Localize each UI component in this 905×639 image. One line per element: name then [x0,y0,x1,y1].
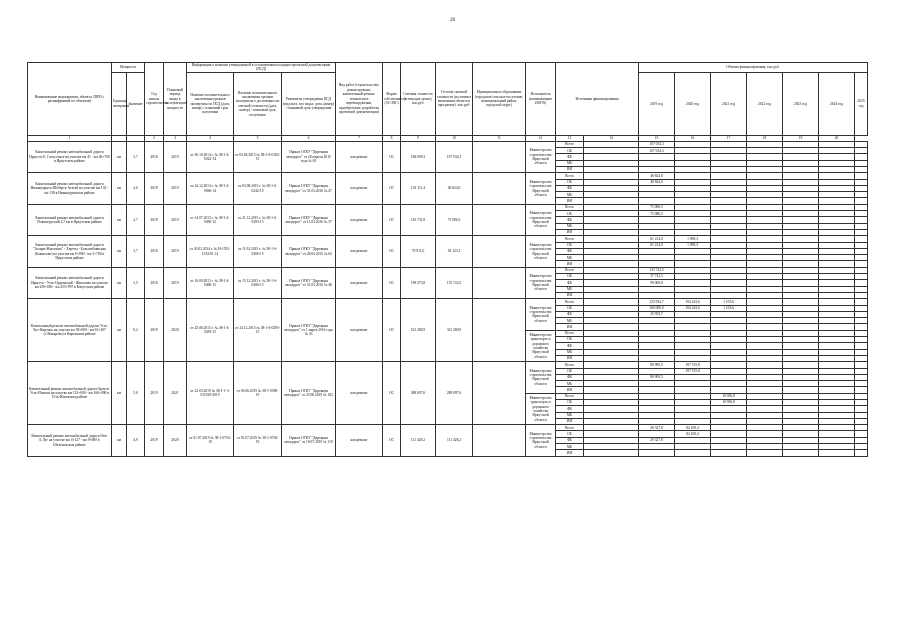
financing-source: ФБ [556,343,584,349]
financing-value: 1 909,3 [675,236,711,242]
object-est-cost: 145 731,8 [401,204,436,235]
object-reliability: от 03.08.2015 г. № 38-1-6-0242-15 [234,173,282,204]
page-number: 28 [450,18,455,23]
object-remaining: 63 123,3 [436,236,473,267]
object-executor: Министерство строительства Иркутской области [526,362,556,393]
object-municipality [473,204,526,235]
object-ownership: ОС [383,141,401,172]
object-work-type: кап.ремонт [336,141,383,172]
header-sources: Источники финансирования [556,63,639,136]
object-year-commission: 2019 [164,173,187,204]
financing-value: 1 103,6 [711,299,747,305]
object-remaining: 107 034,3 [436,141,473,172]
object-municipality [473,299,526,362]
financing-source: МБ [556,349,584,355]
header-year-2024: 2024 год [819,72,855,135]
object-executor: Министерство строительства Иркутской области [526,204,556,235]
object-year-commission: 2019 [164,267,187,298]
object-approval: Приказ ОГКУ "Дирекция автодорог" от 10.07.2019 № 110 [282,425,336,456]
column-number: 1 [28,135,112,141]
financing-source: Всего [556,362,584,368]
header-year-commission: Плановый период ввода в эксплуатацию/мощности [164,63,187,136]
object-approval: Приказ ОГКУ "Дирекция автодорог" от 28.04.2015 № 62 [282,236,336,267]
financing-source: ИИ [556,355,584,361]
financing-source: МБ [556,412,584,418]
column-number: 4 [187,135,234,141]
object-ownership: ОС [383,425,401,456]
object-approval: Приказ ОГКУ "Дирекция автодорог" от 11.03.2016 № 37 [282,204,336,235]
object-est-cost: 101 311,4 [401,173,436,204]
object-est-cost: 198 375,8 [401,267,436,298]
object-unit: км [112,236,127,267]
financing-source: Всего [556,299,584,305]
object-work-type: кап.ремонт [336,299,383,362]
financing-source: ИИ [556,229,584,235]
object-name: Капитальный ремонт автомобильной дороги "Залари-Жигалово" - Хареты - Большебаянская (Бажилово) на участке км 0+000 - км 3+700 в Иркутском районе [28,236,112,267]
financing-source: ФБ [556,154,584,160]
financing-source: ФБ [556,406,584,412]
financing-value [711,450,747,456]
object-year-start: 2018 [145,173,164,204]
object-remaining: 111 428,2 [436,425,473,456]
object-remaining: 75 086,5 [436,204,473,235]
header-municipality: Муниципальное образование (городское/сельское поселение, муниципальный район, городской округ) [473,63,526,136]
object-year-start: 2018 [145,267,164,298]
financing-source: ФБ [556,217,584,223]
object-value: 4,9 [127,425,145,456]
financing-value: 107 034,3 [639,148,675,154]
header-approval: Реквизиты утверждения ПСД (вид акта, кто издал, дата, номер) / плановый срок утверждения [282,72,336,135]
financing-value: 197 155,8 [675,362,711,368]
financing-source: ОБ [556,242,584,248]
header-work-type: Вид работ (строительство, реконструкция, капитальный ремонт, техническое перевооружение, приобретение, разработка проектной документации) [336,63,383,136]
financing-source: ИИ [556,261,584,267]
column-number: 11 [473,135,526,141]
object-value: 2,7 [127,204,145,235]
financing-value: 75 086,5 [639,204,675,210]
financing-value: 98 000,0 [639,280,675,286]
header-reliability: Наличие положительного заключения органов экспертизы о достоверности сметной стоимости (дата, номер) / плановый срок получения [234,72,282,135]
investment-program-table [27,62,868,457]
object-value: 6,2 [127,299,145,362]
object-est-cost: 288 097,6 [401,362,436,425]
financing-source: ИИ [556,387,584,393]
financing-value [855,450,868,456]
object-approval: Приказ ОГКУ "Дирекция автодорог" от 28 апреля 2015 года № 65 [282,141,336,172]
object-unit: км [112,362,127,425]
object-ownership: ОС [383,204,401,235]
object-name: Капитальный ремонт автомобильной дороги Иркутск-Б. Голоустное на участке км 41 - км 46+700 в Иркутском районе [28,141,112,172]
header-remaining: Остаток сметной стоимости (на момент включения объекта в программу), тыс.руб. [436,63,473,136]
object-executor: Министерство строительства Иркутской области [526,236,556,267]
financing-source: МБ [556,318,584,324]
object-unit: км [112,141,127,172]
object-municipality [473,141,526,172]
object-reliability: от 24.12.2015 № 38-1-6-0295-15 [234,299,282,362]
header-year-2022: 2022 год [747,72,783,135]
financing-value: 197 155,8 [675,368,711,374]
header-year-2025: 2025 год [855,72,868,135]
object-ownership: ОС [383,362,401,425]
object-name: Капитальный ремонт автомобильной дороги Новомеруский 2,7 км в Иркутском районе [28,204,112,235]
object-name: Капитальный ремонт автомобильной дороги Оёк-Б.Луг на участке км 4+127 - км 9+000 в Шелеховском районе [28,425,112,456]
object-ownership: ОС [383,267,401,298]
object-expertise: от 24.12.2014 г. № 38-1-4-0566-14 [187,173,234,204]
financing-value [675,450,711,456]
object-remaining: 321 280,9 [436,299,473,362]
object-work-type: кап.ремонт [336,173,383,204]
financing-source: ФБ [556,374,584,380]
financing-value: 29 327,8 [639,425,675,431]
object-expertise: от 30.10.2014 г. № 38-1-4-0322-14 [187,141,234,172]
object-remaining: 48 824,0 [436,173,473,204]
header-year-2020: 2020 год [675,72,711,135]
object-executor: Министерство строительства Иркутской области [526,425,556,456]
object-expertise: от 25.06.2015 г. № 38-1-4-0439-15 [187,299,234,362]
financing-source: ФБ [556,437,584,443]
financing-source: МБ [556,381,584,387]
object-unit: км [112,267,127,298]
financing-value [747,450,783,456]
column-number: 8 [383,135,401,141]
object-year-start: 2018 [145,141,164,172]
financing-value: 10 936,8 [711,393,747,399]
financing-value: 107 034,3 [639,141,675,147]
object-year-start: 2018 [145,204,164,235]
object-municipality [473,267,526,298]
financing-value: 80 995,5 [639,374,675,380]
financing-value: 100 000,0 [639,305,675,311]
object-approval: Приказ ОГКУ "Дирекция автодорог" от 31.03.2016 № 48 [282,267,336,298]
financing-source: ОБ [556,399,584,405]
table-header [28,63,868,142]
financing-source: ОБ [556,431,584,437]
object-reliability: от 21.12.2015 г. № 38-1-6-0293-15 [234,204,282,235]
column-number: 6 [282,135,336,141]
financing-source: ОБ [556,148,584,154]
financing-value: 37 722,5 [639,274,675,280]
financing-value: 82 100,4 [675,431,711,437]
column-number: 15 [639,135,675,141]
object-ownership: ОС [383,173,401,204]
object-approval: Приказ ОГКУ "Дирекция автодорог" от 1 марта 2016 года № 33 [282,299,336,362]
object-expertise: от 16.09.2015 г. № 38-1-4-0490-15 [187,267,234,298]
financing-source: Всего [556,330,584,336]
financing-source: Всего [556,393,584,399]
object-year-commission: 2020 [164,425,187,456]
object-expertise: от 01.07.2019 № 38-1-0704-19 [187,425,234,456]
object-municipality [473,425,526,456]
financing-source: МБ [556,444,584,450]
financing-value [639,450,675,456]
object-unit: км [112,299,127,362]
column-number: 2 [145,135,164,141]
financing-value: 1 909,3 [675,242,711,248]
financing-source: Всего [556,173,584,179]
financing-source: ОБ [556,274,584,280]
header-year-2019: 2019 год [639,72,675,135]
object-name: Капитальный ремонт автомобильной дороги Усть-Кут-Киренск на участке км 58+000 - км 63+407 (с.Макарово) в Киренском районе [28,299,112,362]
financing-value: 194 243,6 [675,305,711,311]
financing-value: 75 086,5 [639,211,675,217]
financing-value: 135 722,5 [639,267,675,273]
financing-source: ИИ [556,292,584,298]
financing-source: ИИ [556,167,584,173]
object-reliability: от 03.06.2019 № 38-1-0398-19 [234,362,282,425]
financing-source: МБ [556,255,584,261]
object-year-commission: 2020 [164,299,187,362]
table-body [28,141,868,456]
financing-source: ФБ [556,185,584,191]
financing-value: 10 936,8 [711,399,747,405]
financing-value: 125 933,7 [639,299,675,305]
object-year-start: 2019 [145,425,164,456]
financing-source: ИИ [556,324,584,330]
object-executor: Министерство транспорта и дорожного хозяйства Иркутской области [526,393,556,424]
financing-source: Всего [556,267,584,273]
object-municipality [473,362,526,425]
header-year-2023: 2023 год [783,72,819,135]
financing-source: Всего [556,141,584,147]
financing-source: ФБ [556,248,584,254]
financing-value: 61 214,0 [639,236,675,242]
object-est-cost: 168 699,3 [401,141,436,172]
financing-value: 48 824,0 [639,179,675,185]
object-remaining: 135 722,5 [436,267,473,298]
object-expertise: от 22.05.2019 № 38-1-1-3-011019-2019 [187,362,234,425]
object-year-commission: 2021 [164,362,187,425]
object-est-cost: 78 911,0 [401,236,436,267]
object-expertise: от 20.03.2014 г. № И-1552-1552/01.14 [187,236,234,267]
object-executor: Министерство транспорта и дорожного хозяйства Иркутской области [526,330,556,361]
column-number: 7 [336,135,383,141]
object-reliability: от 11.02.2015 г. № 38-1-6-0366-15 [234,236,282,267]
object-reliability: от 01.07.2019 № 38-1-0704-19 [234,425,282,456]
column-number: 17 [711,135,747,141]
object-approval: Приказ ОГКУ "Дирекция автодорог" от 31.03.2016 № 47 [282,173,336,204]
header-docs-group: Информация о наличии утвержденной в установленном порядке проектной документации (ПСД) [187,63,336,73]
financing-value: 1 103,6 [711,305,747,311]
financing-value: 80 995,5 [639,362,675,368]
object-value: 5,0 [127,362,145,425]
financing-source: МБ [556,160,584,166]
header-est-cost: Сметная стоимость (в текущих ценах), тыс.руб. [401,63,436,136]
financing-source: ОБ [556,211,584,217]
object-ownership: ОС [383,236,401,267]
financing-source: ИИ [556,198,584,204]
header-year-2021: 2021 год [711,72,747,135]
object-ownership: ОС [383,299,401,362]
header-name: Наименование мероприятия, объекта, ПИР (с расшифровкой по объектам) [28,63,112,136]
object-remaining: 288 097,6 [436,362,473,425]
object-unit: км [112,173,127,204]
financing-source: ОБ [556,337,584,343]
object-approval: Приказ ОГКУ "Дирекция автодорог" от 25.06.2019 № 102 [282,362,336,425]
object-value: 5,7 [127,141,145,172]
column-number: 14 [584,135,639,141]
object-expertise: от 14.07.2015 г. № 38-1-4-0456-15 [187,204,234,235]
financing-source: ИИ [556,450,584,456]
column-number: 3 [164,135,187,141]
object-year-commission: 2019 [164,204,187,235]
object-work-type: кап.ремонт [336,425,383,456]
financing-value: 29 327,8 [639,437,675,443]
column-number: 12 [526,135,556,141]
object-executor: Министерство строительства Иркутской области [526,267,556,298]
financing-source: МБ [556,223,584,229]
object-year-commission: 2019 [164,141,187,172]
object-est-cost: 111 428,2 [401,425,436,456]
column-number: 9 [401,135,436,141]
header-financing: Объемы финансирования, тыс.руб. [639,63,868,73]
object-reliability: от 03.04.2015 № 38-1-6-0182-15 [234,141,282,172]
object-municipality [473,173,526,204]
financing-source: ИИ [556,418,584,424]
financing-source: Всего [556,236,584,242]
object-executor: Министерство строительства Иркутской области [526,299,556,330]
column-number: 19 [783,135,819,141]
header-year-start: Год начала строительства [145,63,164,136]
object-work-type: кап.ремонт [336,267,383,298]
header-capacity: Мощность [112,63,145,73]
object-est-cost: 521 280,9 [401,299,436,362]
object-unit: км [112,204,127,235]
object-year-commission: 2019 [164,236,187,267]
object-work-type: кап.ремонт [336,204,383,235]
object-work-type: кап.ремонт [336,362,383,425]
object-value: 3,7 [127,236,145,267]
financing-source-spacer [584,450,639,456]
header-expertise: Наличие положительного заключения органов экспертизы по ПСД (дата, номер) / плановый срок получения [187,72,234,135]
financing-source: ФБ [556,311,584,317]
column-number: 10 [436,135,473,141]
object-value: 5,5 [127,267,145,298]
object-year-start: 2019 [145,299,164,362]
object-work-type: кап.ремонт [336,236,383,267]
financing-source: ОБ [556,179,584,185]
object-unit: км [112,425,127,456]
financing-source: Всего [556,425,584,431]
object-name: Капитальный ремонт автомобильной дороги Нижнеудинск-Шеберта-Атагай на участке км 133 - км 138 в Нижнеудинском районе [28,173,112,204]
object-reliability: от 15.12.2015 г. № 38-1-6-0286-15 [234,267,282,298]
financing-value: 82 100,4 [675,425,711,431]
column-number: 20 [819,135,855,141]
header-ownership: Форма собственности (ОС/МС) [383,63,401,136]
object-year-start: 2019 [145,362,164,425]
header-executor: Исполнитель (наименование ИОГВ) [526,63,556,136]
financing-source: ФБ [556,280,584,286]
financing-value [819,450,855,456]
financing-value: 25 933,7 [639,311,675,317]
financing-value: 194 243,6 [675,299,711,305]
column-number: 18 [747,135,783,141]
financing-source: Всего [556,204,584,210]
financing-source: ОБ [556,305,584,311]
object-name: Капитальный ремонт автомобильной дороги Братск-Усть-Илимск на участке км 133+000 - км 160+000 в Усть-Илимском районе [28,362,112,425]
object-year-start: 2018 [145,236,164,267]
financing-value [783,450,819,456]
column-number: 5 [234,135,282,141]
object-executor: Министерство строительства Иркутской области [526,141,556,172]
financing-source: МБ [556,286,584,292]
column-number: 16 [675,135,711,141]
header-unit: Единица измерения [112,72,127,135]
object-name: Капитальный ремонт автомобильной дороги Иркутск - Усть-Ордынский - Жигалово на участке км 250+000 - км 255+997 в Качугском районе [28,267,112,298]
object-municipality [473,236,526,267]
financing-source: ОБ [556,368,584,374]
object-executor: Министерство строительства Иркутской области [526,173,556,204]
object-value: 4,6 [127,173,145,204]
header-value: Значение [127,72,145,135]
column-number: 13 [556,135,584,141]
financing-source: МБ [556,192,584,198]
financing-value: 61 214,0 [639,242,675,248]
financing-value: 48 824,0 [639,173,675,179]
